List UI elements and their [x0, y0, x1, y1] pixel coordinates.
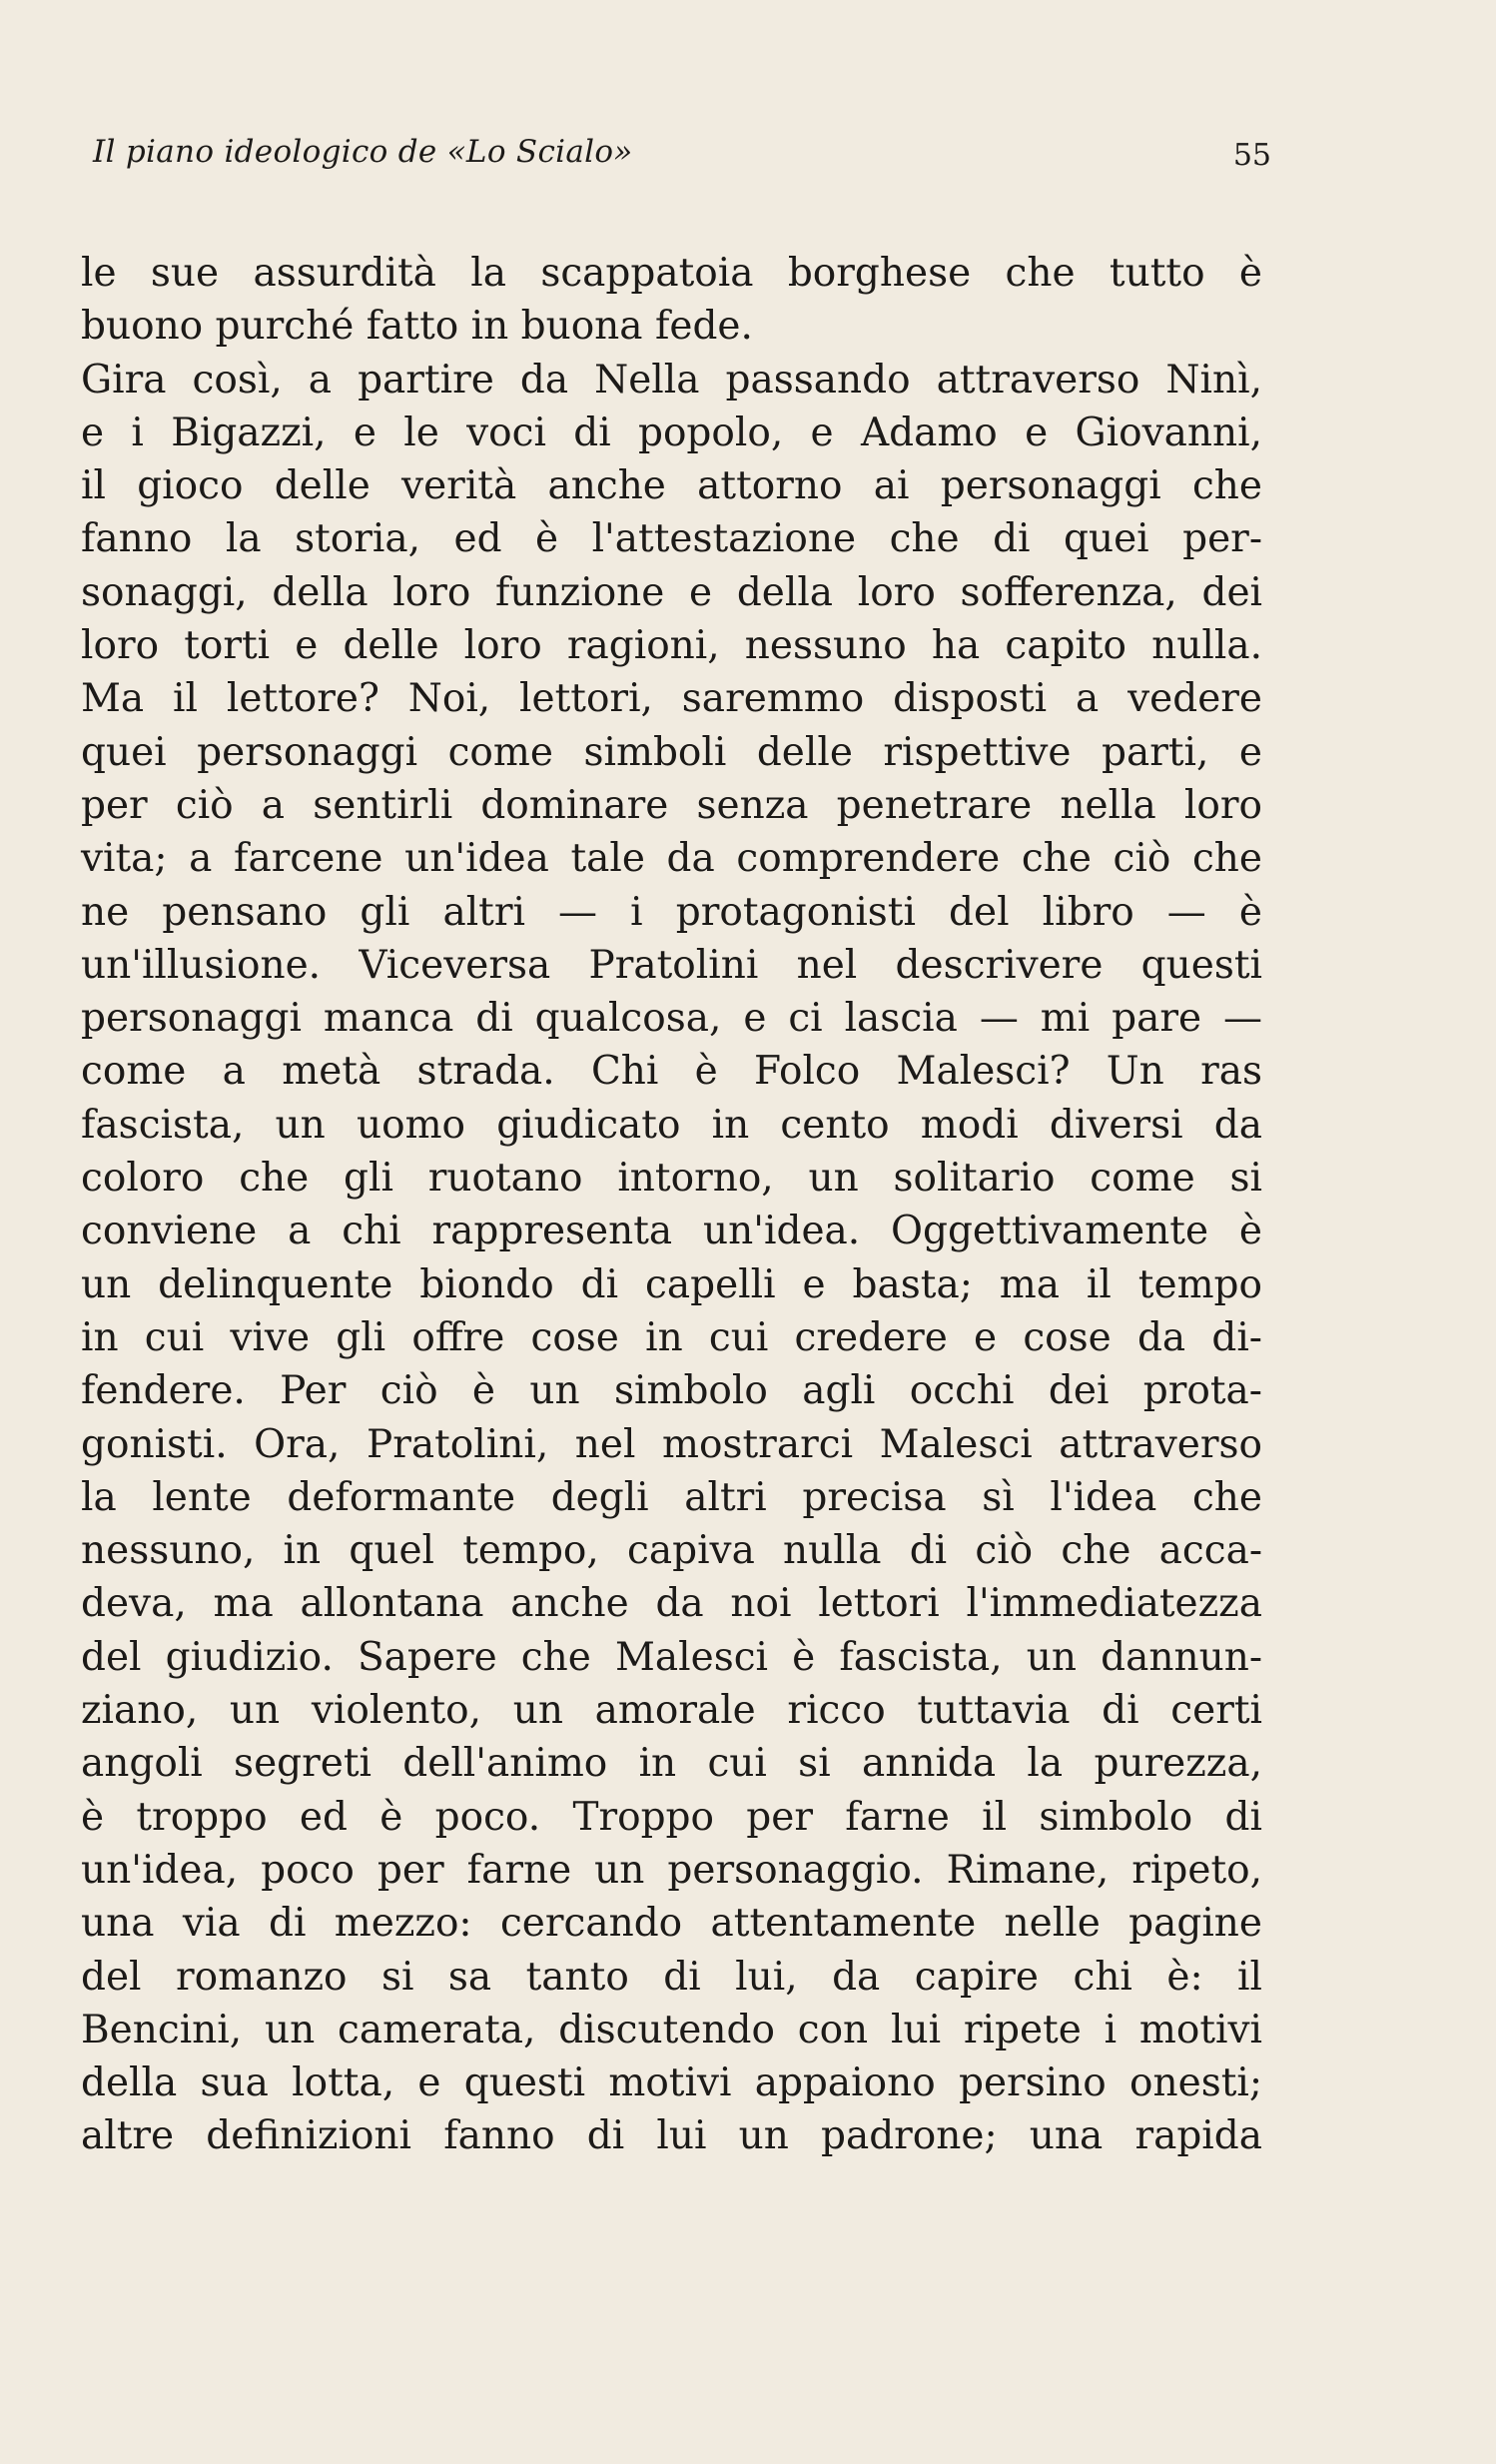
text-line: è troppo ed è poco. Troppo per farne il simbolo di [81, 1794, 1262, 1840]
text-line: il gioco delle verità anche attorno ai personaggi che [81, 463, 1262, 509]
text-line: nessuno, in quel tempo, capiva nulla di ciò che acca- [81, 1528, 1262, 1574]
text-line: del giudizio. Sapere che Malesci è fascista, un dannun- [81, 1634, 1262, 1680]
text-line: e i Bigazzi, e le voci di popolo, e Adamo e Giovanni, [81, 410, 1262, 455]
text-line: angoli segreti dell'animo in cui si annida la purezza, [81, 1741, 1262, 1787]
text-line: un'illusione. Viceversa Pratolini nel descrivere questi [81, 942, 1262, 988]
text-line: loro torti e delle loro ragioni, nessuno ha capito nulla. [81, 623, 1262, 669]
text-line: la lente deformante degli altri precisa sì l'idea che [81, 1474, 1262, 1520]
text-line: Gira così, a partire da Nella passando attraverso Ninì, [81, 357, 1262, 403]
text-line: in cui vive gli offre cose in cui credere e cose da di- [81, 1314, 1262, 1360]
text-line: del romanzo si sa tanto di lui, da capire chi è: il [81, 1954, 1262, 2000]
text-line: fascista, un uomo giudicato in cento modi diversi da [81, 1102, 1262, 1148]
text-line: altre definizioni fanno di lui un padrone; una rapida [81, 2113, 1262, 2159]
text-line: per ciò a sentirli dominare senza penetrare nella loro [81, 782, 1262, 828]
text-line: personaggi manca di qualcosa, e ci lascia — mi pare — [81, 996, 1262, 1042]
text-line: conviene a chi rappresenta un'idea. Oggettivamente è [81, 1209, 1262, 1254]
text-line: quei personaggi come simboli delle rispettive parti, e [81, 729, 1262, 775]
text-line: della sua lotta, e questi motivi appaiono persino onesti; [81, 2060, 1262, 2106]
running-title: Il piano ideologico de «Lo Scialo» [93, 134, 633, 170]
text-line: fendere. Per ciò è un simbolo agli occhi dei prota- [81, 1368, 1262, 1414]
running-head [93, 134, 1271, 184]
text-line: coloro che gli ruotano intorno, un solitario come si [81, 1156, 1262, 1202]
text-line: Bencini, un camerata, discutendo con lui ripete i motivi [81, 2007, 1262, 2053]
text-line: Ma il lettore? Noi, lettori, saremmo disposti a vedere [81, 676, 1262, 722]
text-line: un delinquente biondo di capelli e basta; ma il tempo [81, 1261, 1262, 1307]
text-line: un'idea, poco per farne un personaggio. Rimane, ripeto, [81, 1847, 1262, 1893]
body-text [81, 247, 1262, 2163]
text-line: come a metà strada. Chi è Folco Malesci? Un ras [81, 1049, 1262, 1095]
text-line: sonaggi, della loro funzione e della loro sofferenza, dei [81, 569, 1262, 615]
text-line: ziano, un violento, un amorale ricco tuttavia di certi [81, 1688, 1262, 1734]
text-line: vita; a farcene un'idea tale da comprendere che ciò che [81, 836, 1262, 882]
page-number: 55 [1232, 138, 1271, 173]
text-line: buono purché fatto in buona fede. [81, 304, 753, 350]
text-line: ne pensano gli altri — i protagonisti del libro — è [81, 889, 1262, 935]
text-line: una via di mezzo: cercando attentamente nelle pagine [81, 1901, 1262, 1947]
text-line: le sue assurdità la scappatoia borghese che tutto è [81, 251, 1262, 296]
text-line: gonisti. Ora, Pratolini, nel mostrarci Malesci attraverso [81, 1421, 1262, 1467]
text-line: fanno la storia, ed è l'attestazione che di quei per- [81, 516, 1262, 562]
text-line: deva, ma allontana anche da noi lettori l'immediatezza [81, 1581, 1262, 1627]
